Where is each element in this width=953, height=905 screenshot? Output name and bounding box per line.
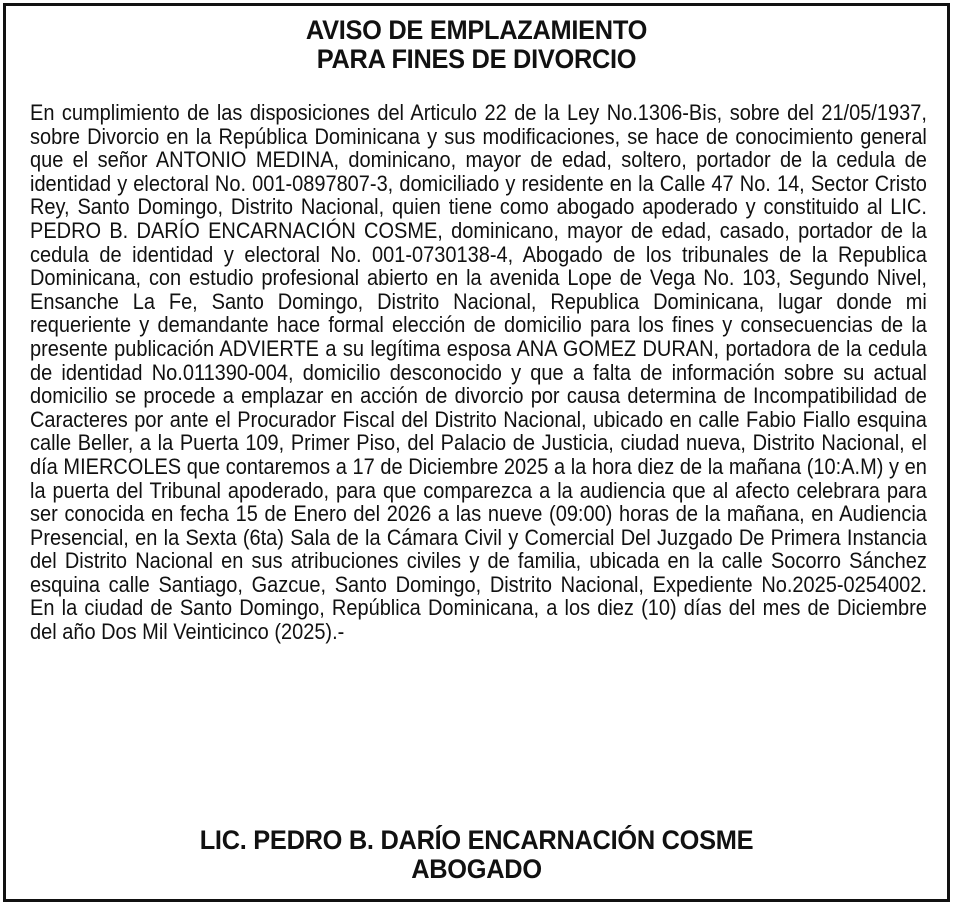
signature-role: ABOGADO <box>411 854 542 884</box>
signature-block <box>34 826 919 884</box>
title-line-2: PARA FINES DE DIVORCIO <box>316 44 637 74</box>
legal-notice <box>3 3 950 902</box>
title-line-1: AVISO DE EMPLAZAMIENTO <box>305 15 648 45</box>
notice-title <box>34 16 919 74</box>
notice-body: En cumplimiento de las disposiciones del Articulo 22 de la Ley No.1306-Bis, sobre del 21/05/1937, sobre Divorcio en la República Dominicana y sus modificaciones, se hace de conocimiento general que el señor ANTONIO MEDINA, dominicano, mayor de edad, soltero, portador de la cedula de identidad y electoral No. 001-0897807-3, domiciliado y residente en la Calle 47 No. 14, Sector Cristo Rey, Santo Domingo, Distrito Nacional, quien tiene como abogado apoderado y constituido al LIC. PEDRO B. DARÍO ENCARNACIÓN COSME, dominicano, mayor de edad, casado, portador de la cedula de identidad y electoral No. 001-0730138-4, Abogado de los tribunales de la Republica Dominicana, con estudio profesional abierto en la avenida Lope de Vega No. 103, Segundo Nivel, Ensanche La Fe, Santo Domingo, Distrito Nacional, Republica Dominicana, lugar donde mi requeriente y demandante hace formal elección de domicilio para los fines y consecuencias de la presente publicación ADVIERTE a su legítima esposa ANA GOMEZ DURAN, portadora de la cedula de identidad No.011390-004, domicilio desconocido y que a falta de información sobre su actual domicilio se procede a emplazar en acción de divorcio por causa determina de Incompatibilidad de Caracteres por ante el Procurador Fiscal del Distrito Nacional, ubicado en calle Fabio Fiallo esquina calle Beller, a la Puerta 109, Primer Piso, del Palacio de Justicia, ciudad nueva, Distrito Nacional, el día MIERCOLES que contaremos a 17 de Diciembre 2025 a la hora diez de la mañana (10:A.M) y en la puerta del Tribunal apoderado, para que comparezca a la audiencia que al afecto celebrara para ser conocida en fecha 15 de Enero del 2026 a las nueve (09:00) horas de la mañana, en Audiencia Presencial, en la Sexta (6ta) Sala de la Cámara Civil y Comercial Del Juzgado De Primera Instancia del Distrito Nacional en sus atribuciones civiles y de familia, ubicada en la calle Socorro Sánchez esquina calle Santiago, Gazcue, Santo Domingo, Distrito Nacional, Expediente No.2025-0254002. En la ciudad de Santo Domingo, República Dominicana, a los diez (10) días del mes de Diciembre del año Dos Mil Veinticinco (2025).- <box>30 100 927 645</box>
signature-name: LIC. PEDRO B. DARÍO ENCARNACIÓN COSME <box>199 825 754 855</box>
